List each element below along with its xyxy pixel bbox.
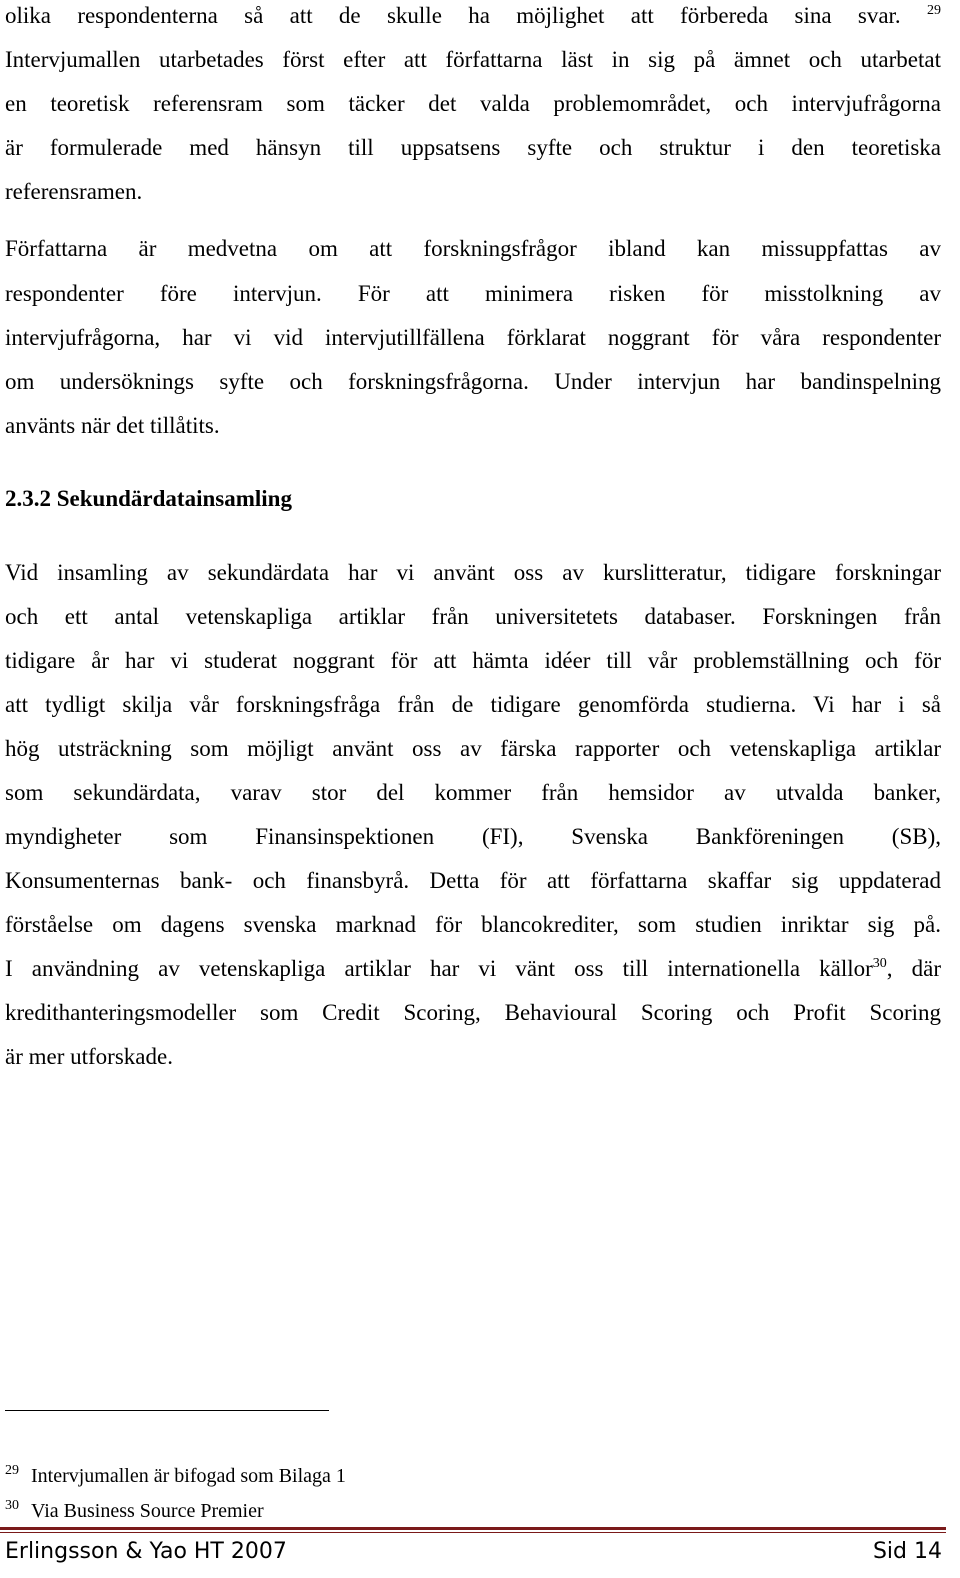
paragraph-3-line-4: att tydligt skilja vår forskningsfråga från de tidigare genomförda studierna. Vi har i så (5, 692, 941, 717)
paragraph-3-line-9: förståelse om dagens svenska marknad för blancokrediter, som studien inriktar sig på. (5, 912, 941, 937)
paragraph-3-line-2: och ett antal vetenskapliga artiklar från universitetets databaser. Forskningen från (5, 604, 941, 629)
paragraph-1-line-4: är formulerade med hänsyn till uppsatsens syfte och struktur i den teoretiska (5, 135, 941, 160)
paragraph-3-line-7: myndigheter som Finansinspektionen (FI), Svenska Bankföreningen (SB), (5, 824, 941, 849)
paragraph-3-line-11: kredithanteringsmodeller som Credit Scoring, Behavioural Scoring och Profit Scoring (5, 1000, 941, 1025)
paragraph-2-line-4: om undersöknings syfte och forskningsfrågorna. Under intervjun har bandinspelning (5, 369, 941, 394)
paragraph-2-line-3: intervjufrågorna, har vi vid intervjutillfällena förklarat noggrant för våra respondenter (5, 325, 941, 350)
footnote-text: Intervjumallen är bifogad som Bilaga 1 (31, 1465, 346, 1487)
paragraph-1-line-1 (5, 2, 941, 30)
footnote-separator (5, 1410, 329, 1411)
footer-rule-thin (0, 1532, 946, 1533)
footer-rule (0, 1527, 946, 1530)
paragraph-1-line-2: Intervjumallen utarbetades först efter att författarna läst in sig på ämnet och utarbetat (5, 47, 941, 72)
footnote-number: 30 (5, 1498, 19, 1513)
section-heading: 2.3.2 Sekundärdatainsamling (5, 486, 292, 511)
page-number: Sid 14 (872, 1539, 942, 1564)
paragraph-3-line-12: är mer utforskade. (5, 1044, 173, 1069)
paragraph-2-line-2: respondenter före intervjun. För att minimera risken för misstolkning av (5, 281, 941, 306)
paragraph-3-line-5: hög utsträckning som möjligt använt oss av färska rapporter och vetenskapliga artiklar (5, 736, 941, 761)
paragraph-3-text: I användning av vetenskapliga artiklar har vi vänt oss till internationella källor (5, 956, 873, 981)
paragraph-3-line-10 (5, 955, 941, 983)
paragraph-3-line-6: som sekundärdata, varav stor del kommer från hemsidor av utvalda banker, (5, 780, 941, 805)
paragraph-3-line-3: tidigare år har vi studerat noggrant för att hämta idéer till vår problemställning och för (5, 648, 941, 673)
footnote-number: 29 (5, 1463, 19, 1478)
paragraph-3-text-end: , där (886, 956, 941, 981)
footnote-ref-29[interactable]: 29 (927, 3, 941, 18)
paragraph-3-line-1: Vid insamling av sekundärdata har vi använt oss av kurslitteratur, tidigare forskningar (5, 560, 941, 585)
paragraph-2-line-1: Författarna är medvetna om att forskningsfrågor ibland kan missuppfattas av (5, 236, 941, 261)
paragraph-2-line-5: använts när det tillåtits. (5, 413, 220, 438)
paragraph-1-line-5: referensramen. (5, 179, 143, 204)
footer-authors: Erlingsson & Yao HT 2007 (5, 1539, 287, 1564)
footnote-ref-30[interactable]: 30 (872, 956, 887, 971)
paragraph-1-text: olika respondenterna så att de skulle ha möjlighet att förbereda sina svar. (5, 3, 901, 28)
paragraph-1-line-3: en teoretisk referensram som täcker det valda problemområdet, och intervjufrågorna (5, 91, 941, 116)
paragraph-3-line-8: Konsumenternas bank- och finansbyrå. Detta för att författarna skaffar sig uppdaterad (5, 868, 941, 893)
footnote-30 (5, 1494, 264, 1523)
footnote-29 (5, 1459, 346, 1488)
footnote-text: Via Business Source Premier (31, 1500, 264, 1522)
